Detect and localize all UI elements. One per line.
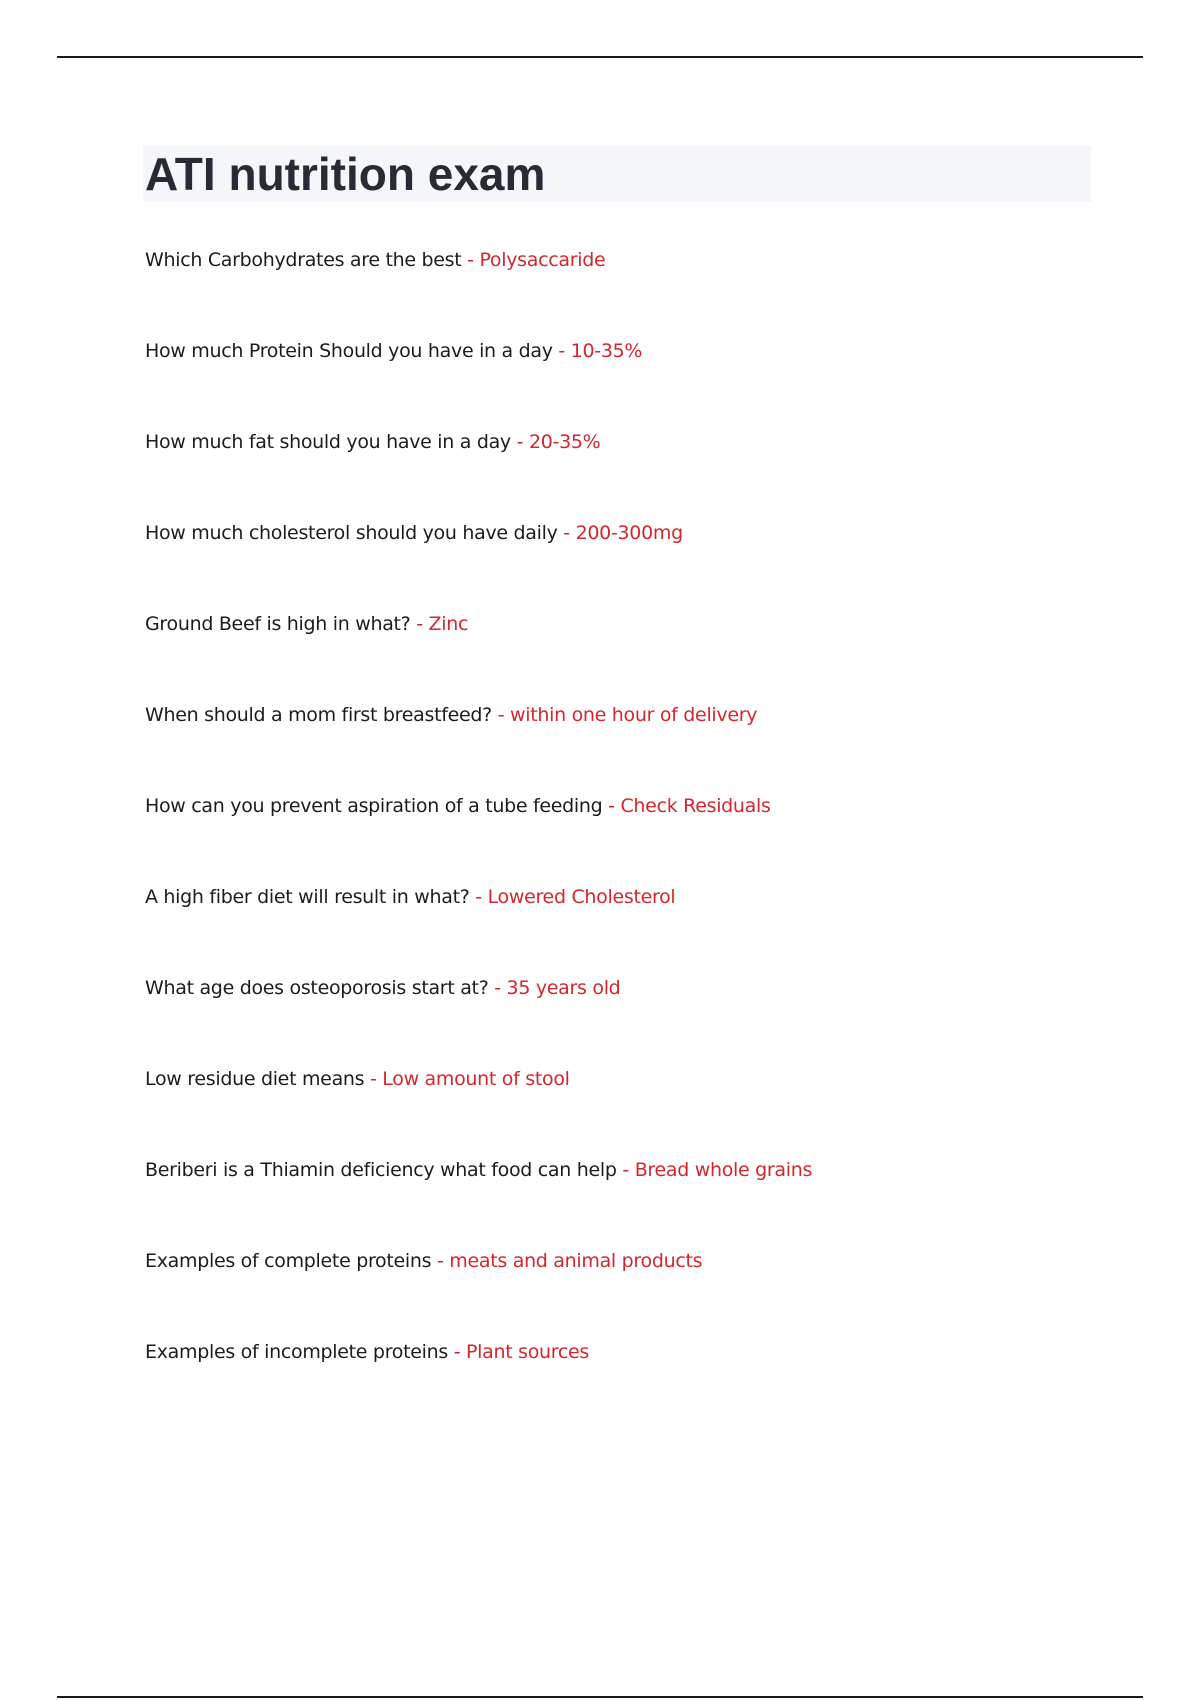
qa-list [145, 240, 1145, 1423]
question-text: How much cholesterol should you have daily [145, 522, 558, 544]
qa-item [145, 331, 1145, 422]
qa-separator: - [602, 795, 621, 817]
qa-item [145, 240, 1145, 331]
answer-text: Check Residuals [620, 795, 771, 817]
question-text: Low residue diet means [145, 1068, 365, 1090]
answer-text: meats and animal products [449, 1250, 703, 1272]
answer-text: Polysaccaride [479, 249, 606, 271]
qa-separator: - [491, 704, 511, 726]
answer-text: 10-35% [570, 340, 643, 362]
qa-separator: - [488, 977, 507, 999]
question-text: Examples of incomplete proteins [145, 1341, 448, 1363]
answer-text: Zinc [428, 613, 469, 635]
question-text: A high fiber diet will result in what? [145, 886, 470, 908]
qa-separator: - [510, 431, 529, 453]
answer-text: within one hour of delivery [510, 704, 758, 726]
bottom-rule [57, 1696, 1143, 1698]
qa-separator: - [557, 522, 576, 544]
qa-separator: - [447, 1341, 467, 1363]
qa-item [145, 604, 1145, 695]
qa-separator: - [616, 1159, 635, 1181]
qa-separator: - [469, 886, 488, 908]
qa-item [145, 968, 1145, 1059]
qa-item [145, 422, 1145, 513]
qa-item [145, 513, 1145, 604]
qa-item [145, 1241, 1145, 1332]
question-text: Which Carbohydrates are the best [145, 249, 462, 271]
qa-item [145, 786, 1145, 877]
question-text: When should a mom first breastfeed? [145, 704, 492, 726]
answer-text: 20-35% [528, 431, 601, 453]
qa-item [145, 695, 1145, 786]
question-text: What age does osteoporosis start at? [145, 977, 489, 999]
question-text: How much fat should you have in a day [145, 431, 511, 453]
answer-text: 200-300mg [575, 522, 683, 544]
qa-separator: - [364, 1068, 383, 1090]
qa-separator: - [410, 613, 429, 635]
question-text: Examples of complete proteins [145, 1250, 432, 1272]
answer-text: 35 years old [506, 977, 621, 999]
question-text: How can you prevent aspiration of a tube feeding [145, 795, 603, 817]
qa-item [145, 1059, 1145, 1150]
answer-text: Plant sources [466, 1341, 590, 1363]
qa-item [145, 1150, 1145, 1241]
answer-text: Lowered Cholesterol [487, 886, 676, 908]
page-title: ATI nutrition exam [145, 148, 546, 200]
answer-text: Bread whole grains [634, 1159, 813, 1181]
question-text: Beriberi is a Thiamin deficiency what food can help [145, 1159, 617, 1181]
qa-item [145, 1332, 1145, 1423]
qa-separator: - [431, 1250, 450, 1272]
answer-text: Low amount of stool [382, 1068, 570, 1090]
qa-item [145, 877, 1145, 968]
question-text: How much Protein Should you have in a day [145, 340, 553, 362]
top-rule [57, 56, 1143, 58]
qa-separator: - [461, 249, 480, 271]
question-text: Ground Beef is high in what? [145, 613, 411, 635]
qa-separator: - [552, 340, 571, 362]
